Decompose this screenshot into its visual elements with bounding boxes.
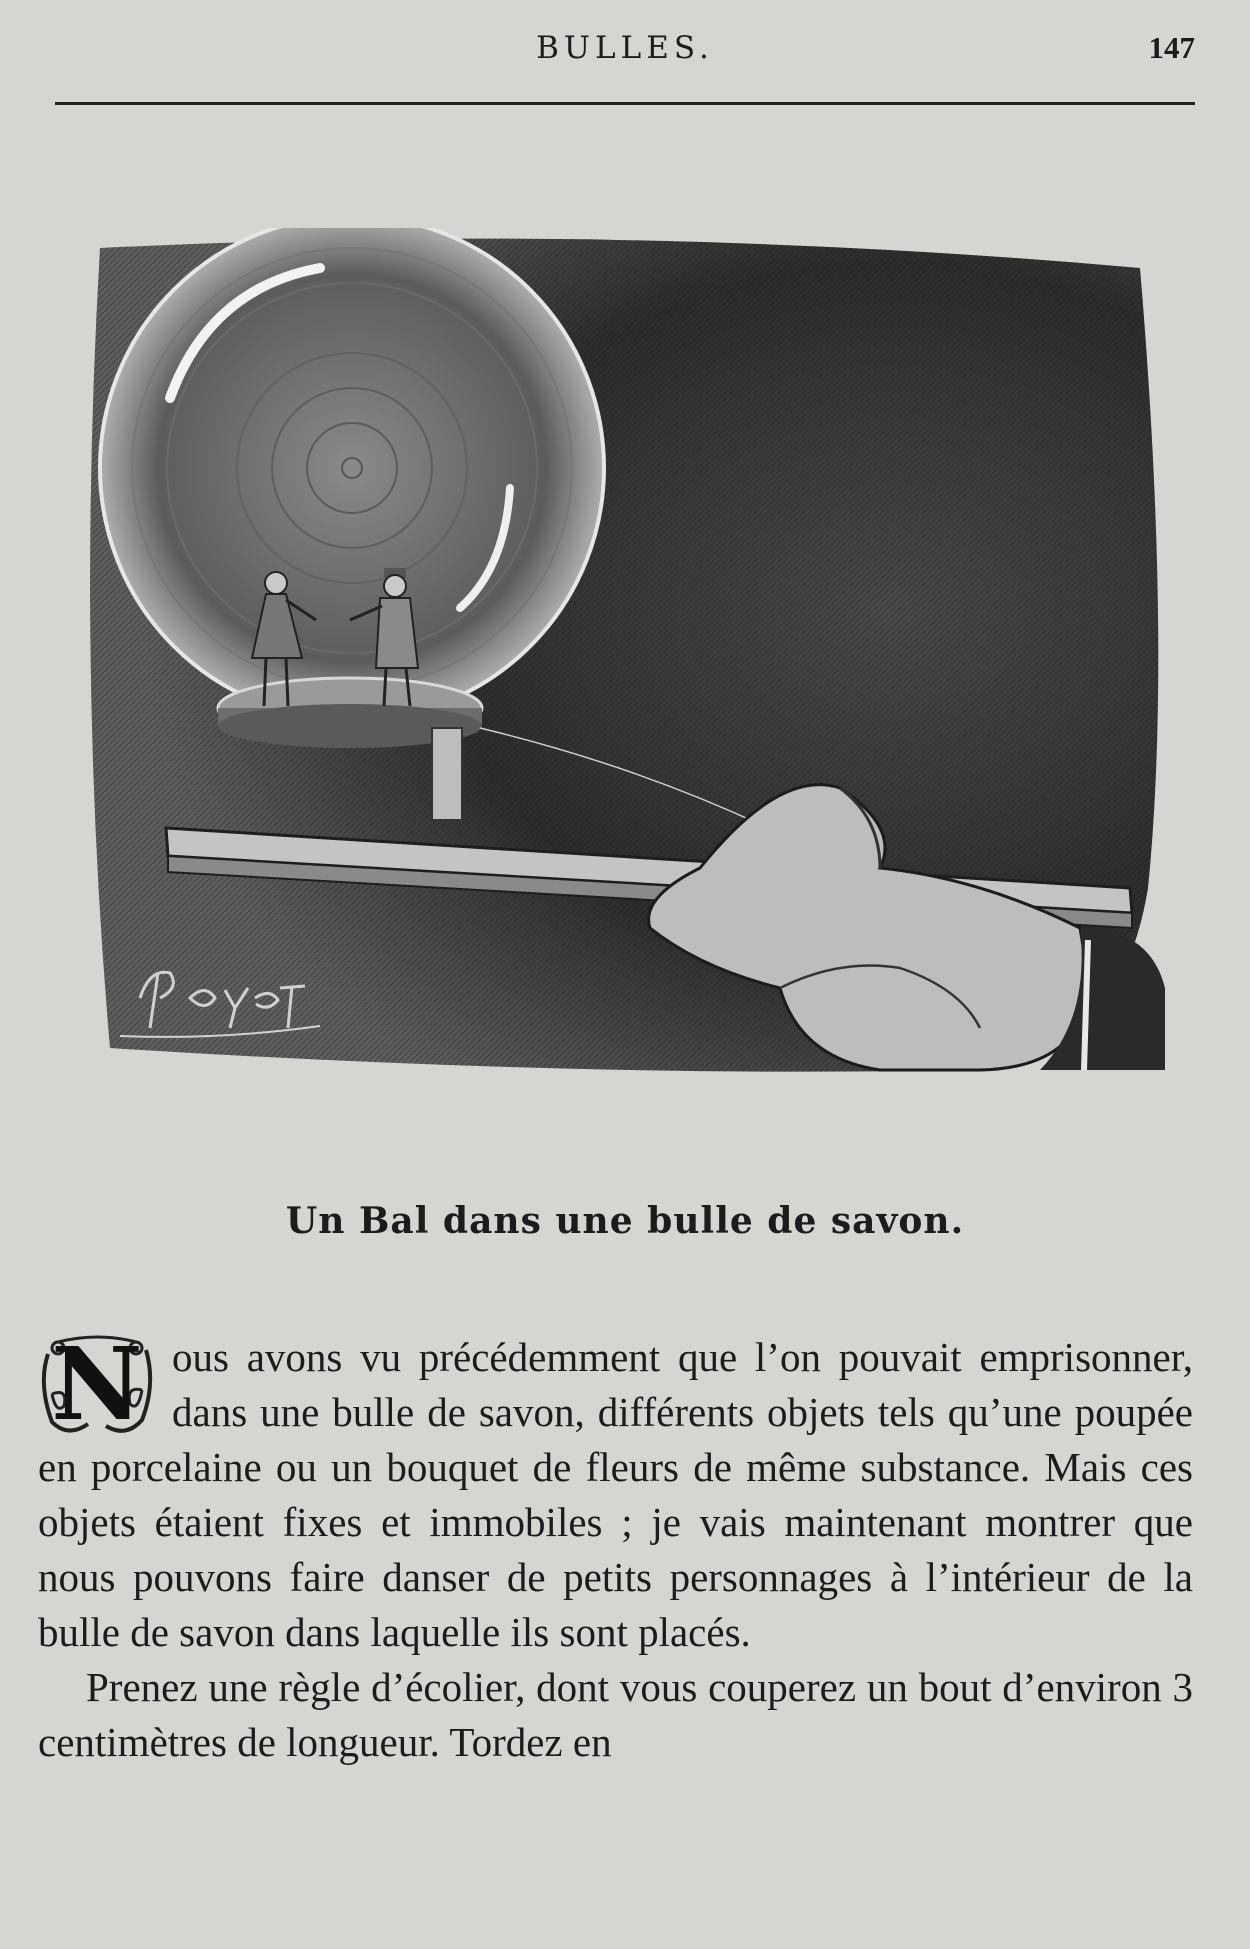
running-head [55,30,1195,74]
paragraph-2: Prenez une règle d’écolier, dont vous couperez un bout d’environ 3 centimètres de longueur. Tordez en [38,1664,1193,1765]
page-number: 147 [1148,30,1195,65]
paragraph-1-text: ous avons vu précédemment que l’on pouvait emprisonner, dans une bulle de savon, différents objets tels qu’une poupée en porcelaine ou un bouquet de fleurs de même substance. Mais ces objets étaient fixes et immobiles ; je vais maintenant montrer que nous pouvons faire danser de petits personnages à l’intérieur de la bulle de savon dans laquelle ils sont placés. [38,1334,1193,1655]
drop-cap-letter: N [51,1325,143,1443]
ornamental-drop-cap [38,1325,156,1443]
engraving-illustration [80,228,1170,1088]
soap-bubble [100,228,604,720]
figure-caption: Un Bal dans une bulle de savon. [285,1200,965,1242]
running-title: BULLES. [536,30,714,66]
header-rule [55,102,1195,105]
paragraph-1 [38,1325,1193,1660]
body-text [38,1325,1193,1770]
